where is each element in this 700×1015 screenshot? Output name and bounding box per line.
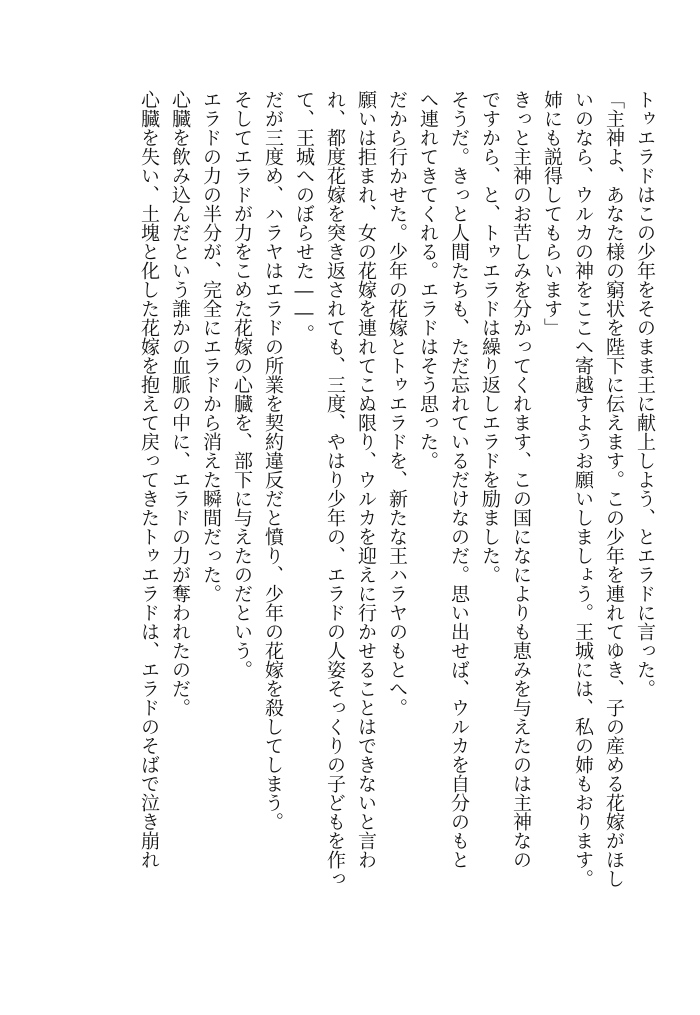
text-line: て、王城へのぼらせた――。 (293, 90, 315, 343)
text-line: だが三度め、ハラヤはエラドの所業を契約違反だと憤り、少年の花嫁を殺してしまう。 (262, 90, 284, 831)
text-line: れ、都度花嫁を突き返されても、三度、やはり少年の、エラドの人姿そっくりの子どもを作っ (324, 90, 346, 888)
text-line: だから行かせた。少年の花嫁とトゥエラドを、新たな王ハラヤのもとへ。 (386, 90, 408, 717)
text-line: エラドの力の半分が、完全にエラドから消えた瞬間だった。 (200, 90, 222, 603)
text-line: へ連れてきてくれる。エラドはそう思った。 (417, 90, 439, 470)
text-line: きっと主神のお苦しみを分かってくれます、この国になによりも恵みを与えたのは主神なの (510, 90, 532, 869)
text-line: そしてエラドが力をこめた花嫁の心臓を、部下に与えたのだという。 (231, 90, 253, 679)
text-line: 心臓を失い、土塊と化した花嫁を抱えて戻ってきたトゥエラドは、エラドのそばで泣き崩れ (138, 90, 160, 869)
text-line: 心臓を飲み込んだという誰かの血脈の中に、エラドの力が奪われたのだ。 (169, 90, 191, 717)
text-line: 姉にも説得してもらいます」 (541, 90, 563, 337)
text-line: トゥエラドはこの少年をそのまま王に献上しよう、とエラドに言った。 (634, 90, 656, 698)
text-line: いのなら、ウルカの神をここへ寄越すようお願いしましょう。王城には、私の姉もおります。 (572, 90, 594, 888)
text-line: ですから、と、トゥエラドは繰り返しエラドを励ました。 (479, 90, 501, 584)
text-line: 願いは拒まれ、女の花嫁を連れてこぬ限り、ウルカを迎えに行かせることはできないと言わ (355, 90, 377, 869)
vertical-text-body (133, 90, 660, 980)
text-line: そうだ。きっと人間たちも、ただ忘れているだけなのだ。思い出せば、ウルカを自分のもと (448, 90, 470, 869)
text-line: 「主神よ、あなた様の窮状を陛下に伝えます。この少年を連れてゆき、子の産める花嫁がほし (603, 90, 625, 888)
